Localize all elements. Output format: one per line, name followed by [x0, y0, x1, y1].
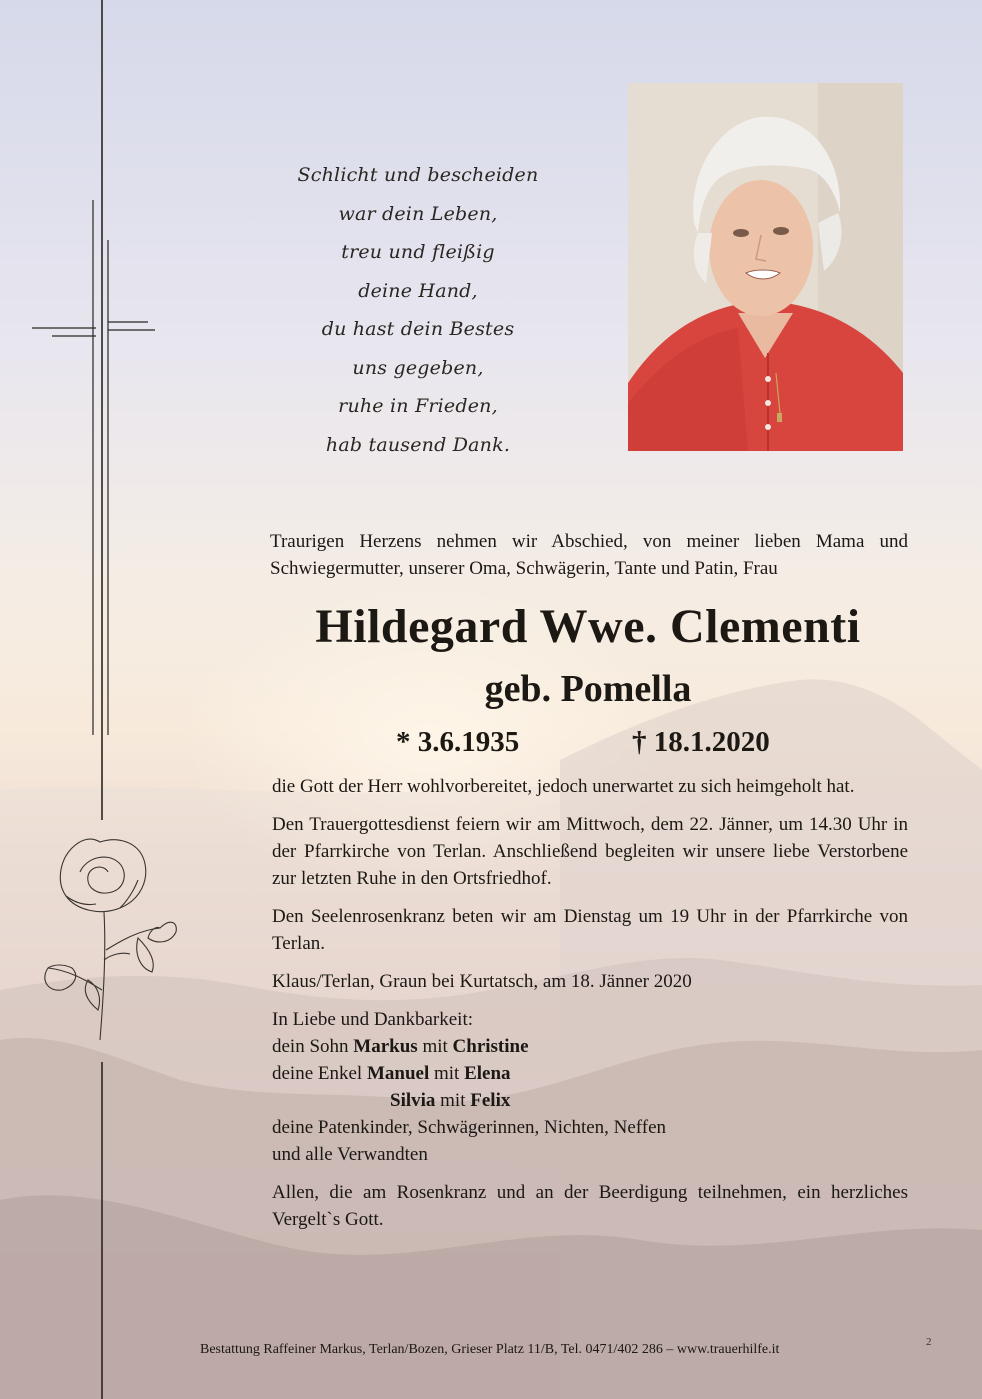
family-name: Markus	[353, 1036, 418, 1057]
family-name: Elena	[464, 1063, 511, 1084]
family-name: Felix	[470, 1090, 511, 1111]
family-prefix: dein Sohn	[272, 1036, 349, 1057]
family-with: mit	[434, 1063, 460, 1084]
family-prefix: deine Enkel	[272, 1063, 363, 1084]
family-with: mit	[422, 1036, 448, 1057]
family-line-grandchildren-2	[272, 1087, 908, 1114]
poem-line: treu und fleißig	[341, 241, 495, 263]
death-date: † 18.1.2020	[632, 726, 770, 758]
portrait-photo	[628, 83, 903, 451]
family-name: Silvia	[390, 1090, 436, 1111]
family-name: Manuel	[366, 1063, 430, 1084]
paragraph: die Gott der Herr wohlvorbereitet, jedoch unerwartet zu sich heimgeholt hat.	[272, 776, 855, 797]
family-list	[272, 1006, 908, 1168]
family-line-relatives: deine Patenkinder, Schwägerinnen, Nichten, Neffen	[272, 1117, 667, 1138]
place-date: Klaus/Terlan, Graun bei Kurtatsch, am 18. Jänner 2020	[272, 971, 692, 992]
poem-line: ruhe in Frieden,	[338, 395, 498, 417]
body-text	[272, 773, 908, 1244]
maiden-name: geb. Pomella	[484, 668, 692, 710]
birth-date: * 3.6.1935	[396, 726, 520, 758]
poem-line: du hast dein Bestes	[321, 318, 515, 340]
family-with: mit	[440, 1090, 466, 1111]
intro-text: Traurigen Herzens nehmen wir Abschied, von meiner lieben Mama und Schwiegermutter, unserer Oma, Schwägerin, Tante und Patin, Frau	[270, 531, 908, 579]
poem-line: war dein Leben,	[338, 202, 498, 225]
footer-funeral-home: Bestattung Raffeiner Markus, Terlan/Bozen, Grieser Platz 11/B, Tel. 0471/402 286 – www.trauerhilfe.it	[200, 1342, 780, 1357]
paragraph: Den Trauergottesdienst feiern wir am Mittwoch, dem 22. Jänner, um 14.30 Uhr in der Pfarrkirche von Terlan. Anschließend begleiten wir unsere liebe Verstorbene zur letzten Ruhe in den Ortsfriedhof.	[272, 814, 908, 889]
family-line-relatives-2: und alle Verwandten	[272, 1144, 428, 1165]
poem	[268, 156, 568, 464]
family-line-son	[272, 1033, 908, 1060]
paragraph: Den Seelenrosenkranz beten wir am Dienstag um 19 Uhr in der Pfarrkirche von Terlan.	[272, 906, 908, 954]
family-line-grandchildren	[272, 1060, 908, 1087]
family-name: Christine	[452, 1036, 529, 1057]
page-number: 2	[926, 1336, 932, 1348]
poem-line: deine Hand,	[358, 279, 478, 302]
family-heading: In Liebe und Dankbarkeit:	[272, 1009, 474, 1030]
deceased-name: Hildegard Wwe. Clementi	[315, 600, 861, 653]
poem-line: hab tausend Dank.	[325, 433, 511, 456]
poem-line: uns gegeben,	[352, 356, 484, 379]
poem-line: Schlicht und bescheiden	[297, 164, 539, 186]
closing-text: Allen, die am Rosenkranz und an der Beerdigung teilnehmen, ein herzliches Vergelt`s Gott.	[272, 1182, 908, 1230]
